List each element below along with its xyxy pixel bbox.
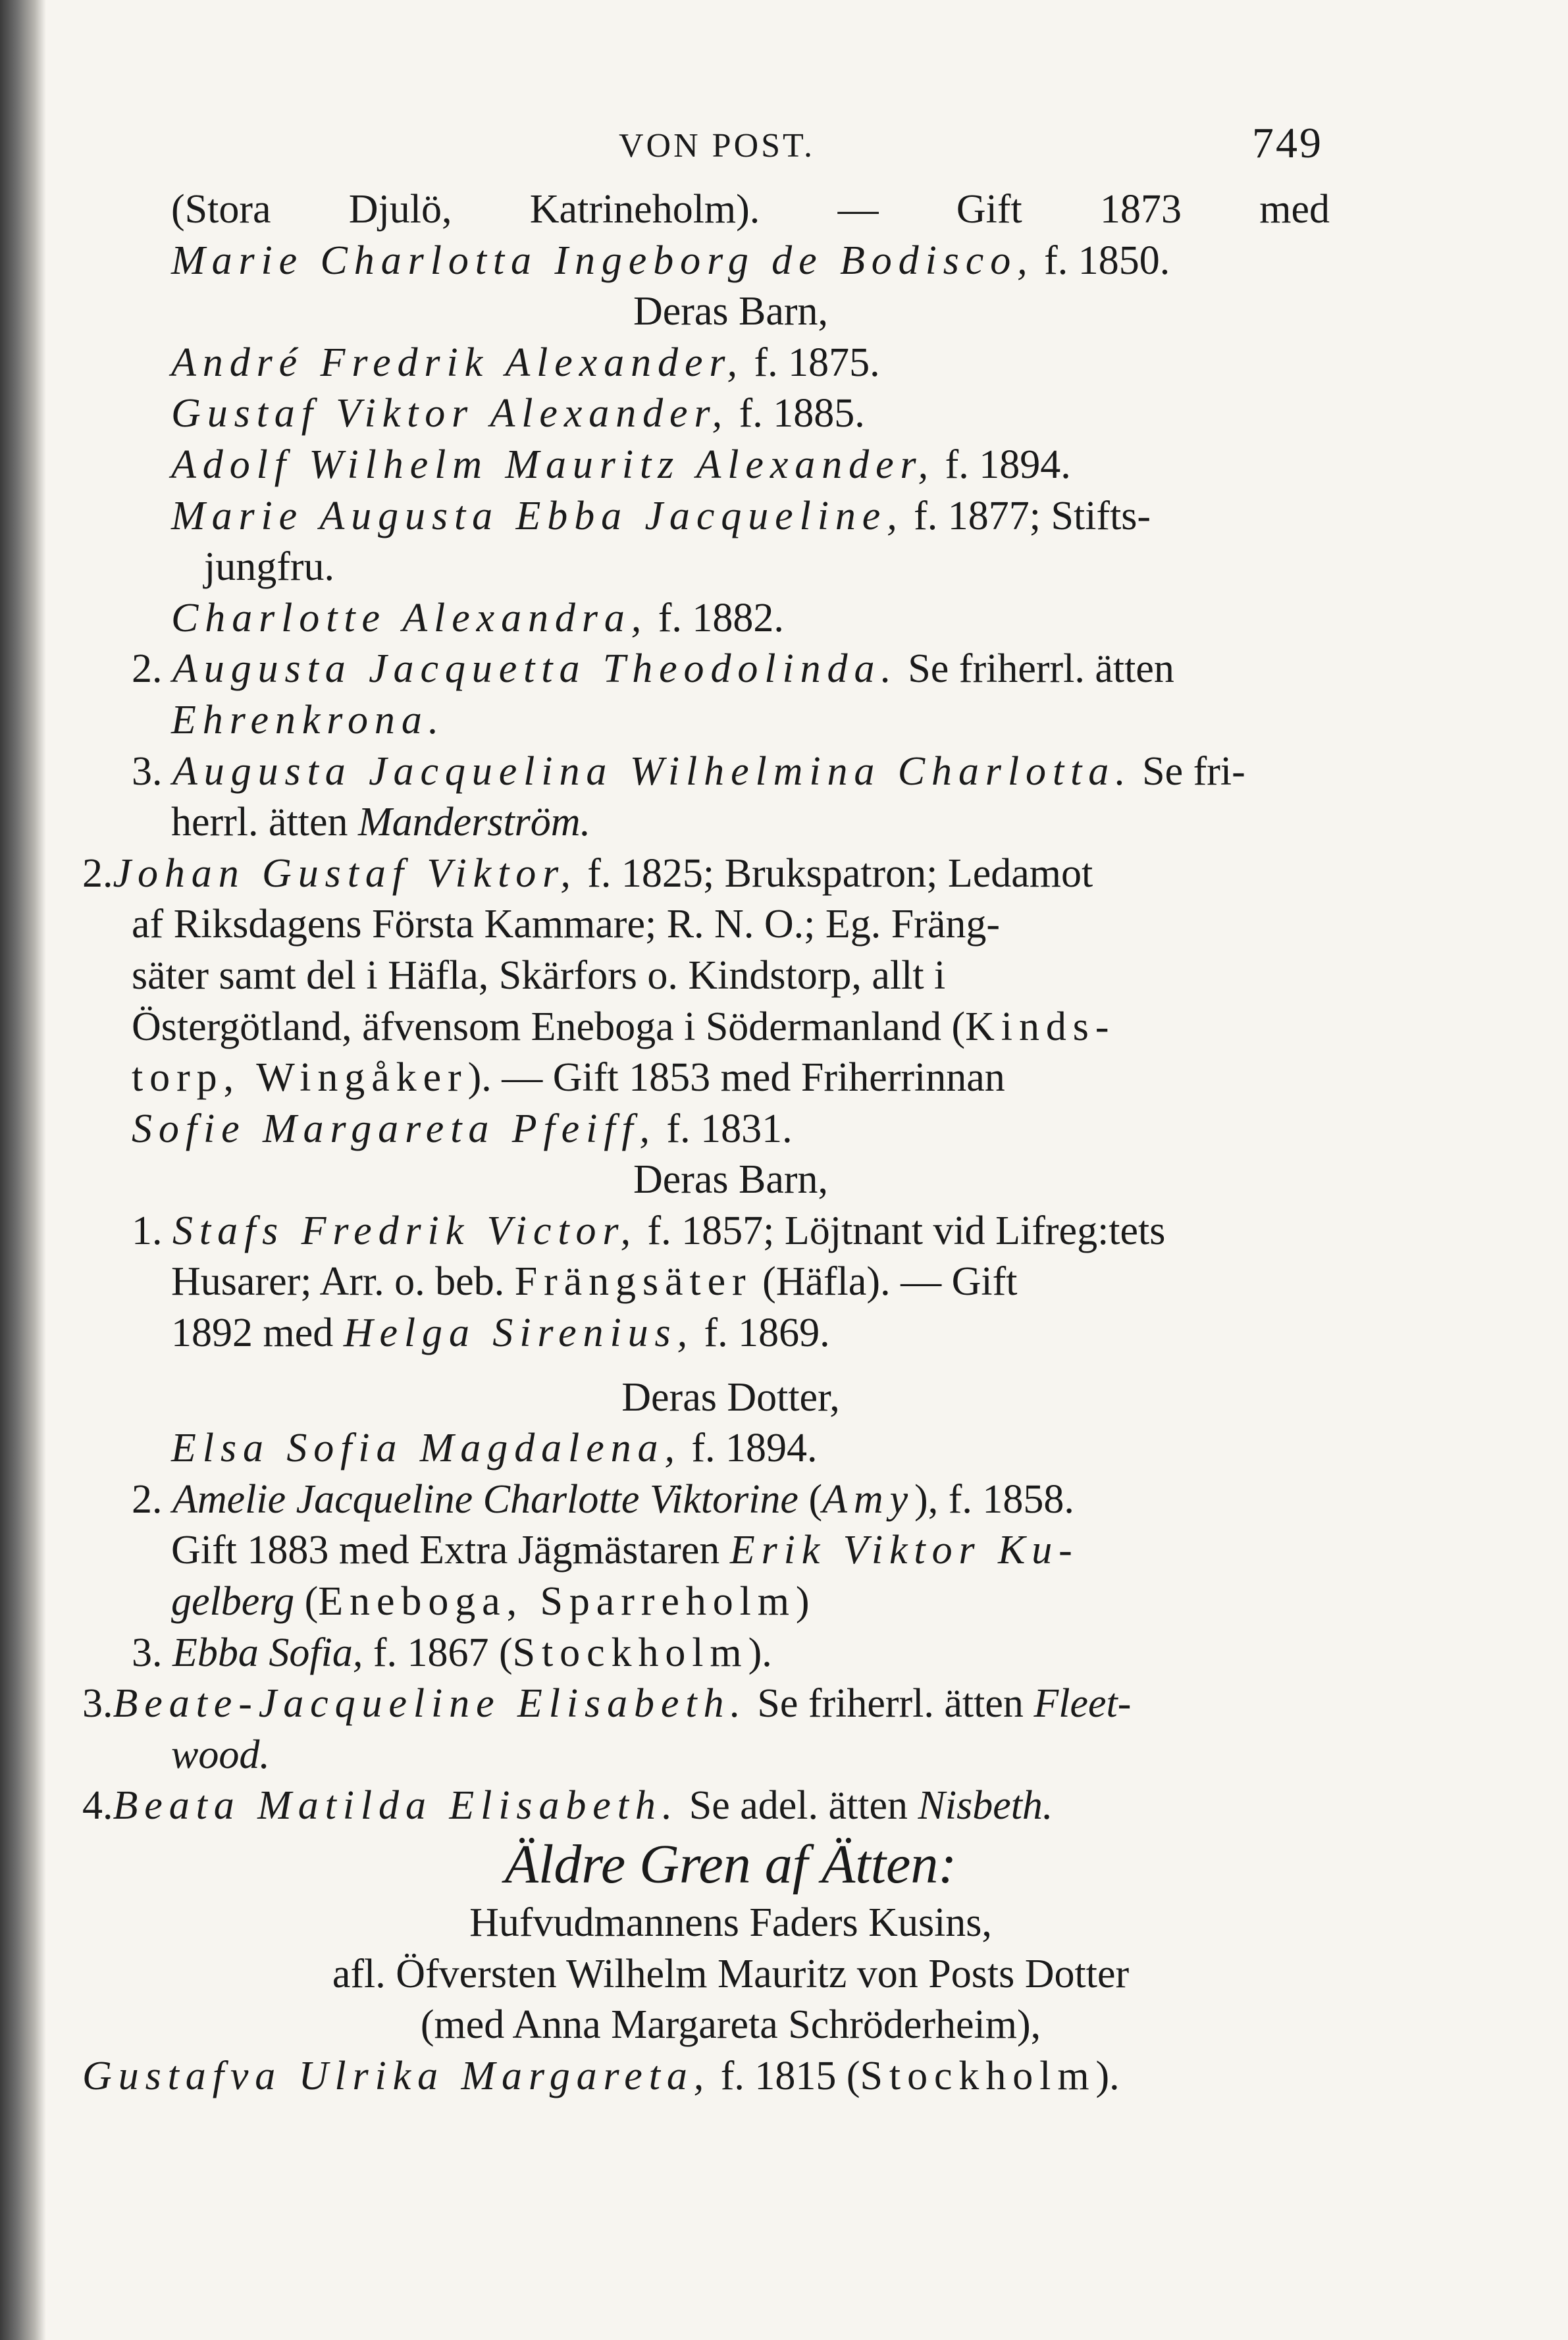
page-number: 749	[1252, 119, 1323, 167]
text-line: Elsa Sofia Magdalena, f. 1894.	[171, 1426, 818, 1471]
text-line: Gustafva Ulrika Margareta, f. 1815 (Stockholm).	[82, 2053, 1120, 2098]
text-line: 3. Ebba Sofia, f. 1867 (Stockholm).	[132, 1630, 772, 1675]
text-line: 1892 med Helga Sirenius, f. 1869.	[171, 1311, 830, 1356]
text-line: (med Anna Margareta Schröderheim),	[420, 2002, 1041, 2048]
text-line: Marie Charlotta Ingeborg de Bodisco, f. 1850.	[171, 238, 1170, 283]
running-title: VON POST.	[619, 127, 815, 165]
subheading-children: Deras Barn,	[633, 1157, 829, 1203]
text-line: wood.	[171, 1732, 270, 1777]
page-header	[132, 112, 1330, 184]
page-body	[82, 184, 1330, 2102]
text-line: 3. Augusta Jacquelina Wilhelmina Charlotta. Se fri-	[132, 748, 1245, 794]
text-line: 2. Augusta Jacquetta Theodolinda. Se friherrl. ätten	[132, 646, 1174, 692]
text-line: Charlotte Alexandra, f. 1882.	[171, 595, 784, 640]
subheading-children: Deras Barn,	[633, 289, 829, 334]
text-line: Ehrenkrona.	[171, 697, 446, 742]
text-line: gelberg (Eneboga, Sparreholm)	[171, 1579, 810, 1625]
text-line: torp, Wingåker). — Gift 1853 med Friherrinnan	[132, 1055, 1005, 1101]
text-line: Marie Augusta Ebba Jacqueline, f. 1877; Stifts-	[171, 493, 1151, 538]
text-line: Gift 1883 med Extra Jägmästaren Erik Viktor Ku-	[171, 1528, 1079, 1573]
subheading-daughter: Deras Dotter,	[621, 1374, 840, 1420]
text-line: Adolf Wilhelm Mauritz Alexander, f. 1894.	[171, 442, 1071, 487]
book-page	[82, 112, 1330, 2102]
text-line: 1. Stafs Fredrik Victor, f. 1857; Löjtnant vid Lifreg:tets	[132, 1208, 1166, 1253]
text-line: 2.Johan Gustaf Viktor, f. 1825; Brukspatron; Ledamot	[82, 850, 1093, 896]
text-line: säter samt del i Häfla, Skärfors o. Kindstorp, allt i	[132, 952, 946, 998]
text-line: afl. Öfversten Wilhelm Mauritz von Posts Dotter	[332, 1951, 1130, 1996]
text-line: 4.Beata Matilda Elisabeth. Se adel. ätten Nisbeth.	[82, 1783, 1053, 1829]
text-line: jungfru.	[204, 544, 335, 590]
text-line: af Riksdagens Första Kammare; R. N. O.; Eg. Fräng-	[132, 902, 1000, 947]
text-line: Gustaf Viktor Alexander, f. 1885.	[171, 391, 865, 436]
text-line: Östergötland, äfvensom Eneboga i Södermanland (Kinds-	[132, 1004, 1116, 1049]
text-line: Sofie Margareta Pfeiff, f. 1831.	[132, 1106, 793, 1151]
text-line: 3.Beate-Jacqueline Elisabeth. Se friherrl. ätten Fleet-	[82, 1681, 1132, 1727]
text-line: (Stora Djulö, Katrineholm). — Gift 1873 med	[171, 187, 1330, 232]
section-heading: Äldre Gren af Ätten:	[504, 1834, 957, 1895]
text-line: herrl. ätten Manderström.	[171, 800, 591, 845]
text-line: Husarer; Arr. o. beb. Frängsäter (Häfla). — Gift	[171, 1259, 1018, 1305]
book-binding-shadow	[0, 0, 46, 2340]
text-line: Hufvudmannens Faders Kusins,	[469, 1900, 992, 1945]
text-line: 2. Amelie Jacqueline Charlotte Viktorine (Amy), f. 1858.	[132, 1476, 1074, 1522]
text-line: André Fredrik Alexander, f. 1875.	[171, 340, 880, 385]
